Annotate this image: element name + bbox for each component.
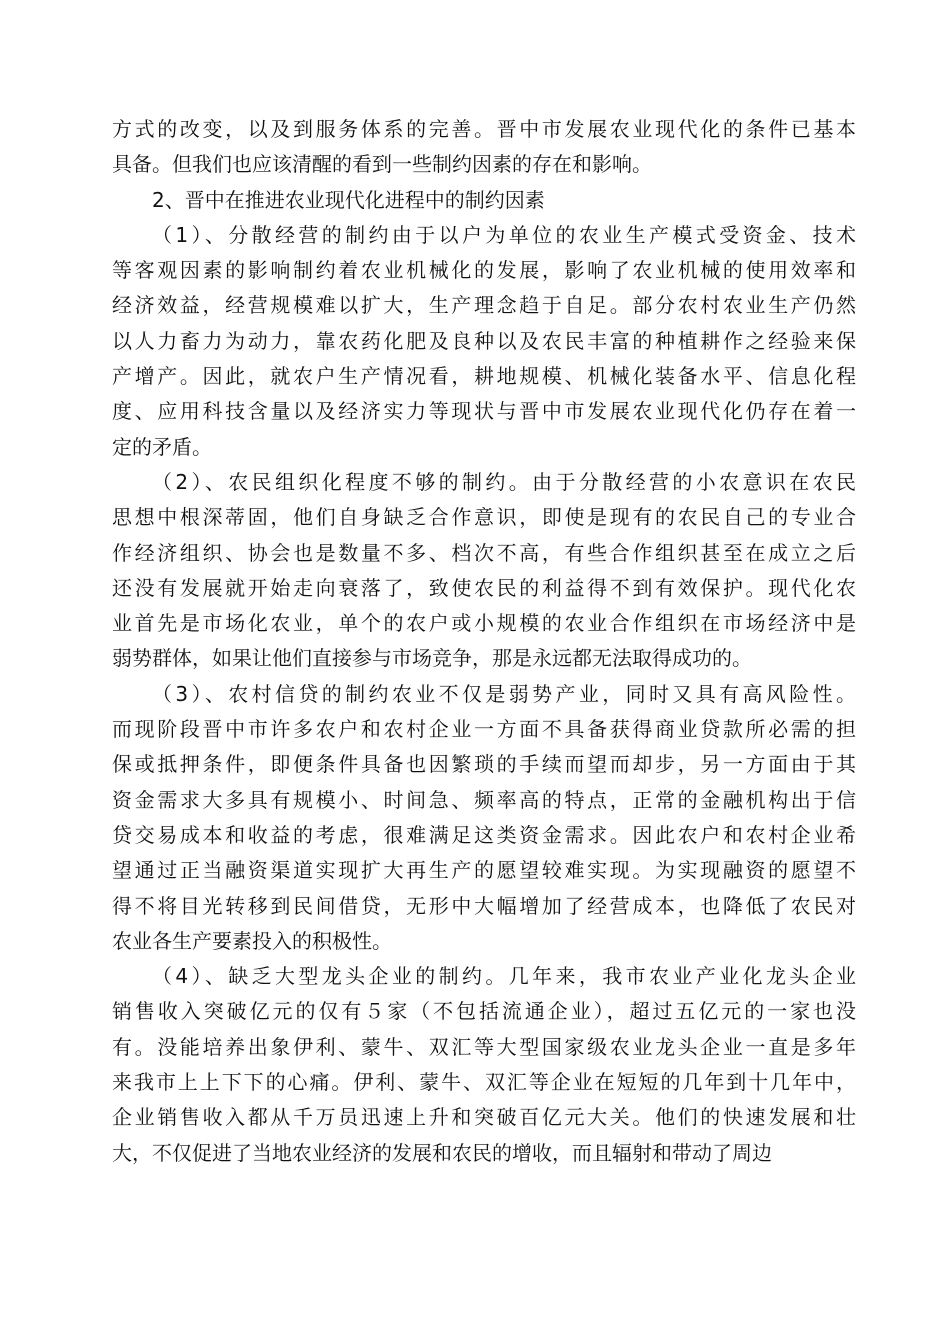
text-line: （2）、农民组织化程度不够的制约。由于分散经营的小农意识在农民 [152, 469, 856, 494]
text-line: 贷交易成本和收益的考虑，很难满足这类资金需求。因此农户和农村企业希 [112, 822, 856, 847]
paragraph [112, 112, 856, 183]
text-line: 弱势群体，如果让他们直接参与市场竞争，那是永远都无法取得成功的。 [112, 646, 752, 671]
text-line: 农业各生产要素投入的积极性。 [112, 928, 392, 953]
text-line: 以人力畜力为动力，靠农药化肥及良种以及农民丰富的种植耕作之经验来保 [112, 328, 856, 353]
text-line: （3）、农村信贷的制约农业不仅是弱势产业，同时又具有高风险性。 [152, 681, 856, 706]
paragraph [112, 218, 856, 465]
text-line: 销售收入突破亿元的仅有５家（不包括流通企业），超过五亿元的一家也没 [112, 999, 856, 1024]
text-line: 保或抵押条件，即便条件具备也因繁琐的手续而望而却步，另一方面由于其 [112, 752, 856, 777]
text-line: 望通过正当融资渠道实现扩大再生产的愿望较难实现。为实现融资的愿望不 [112, 858, 856, 883]
text-line: 方式的改变，以及到服务体系的完善。晋中市发展农业现代化的条件已基本 [112, 117, 856, 141]
text-line: 有。没能培养出象伊利、蒙牛、双汇等大型国家级农业龙头企业一直是多年 [112, 1034, 856, 1059]
section-heading [112, 183, 856, 218]
text-line: 等客观因素的影响制约着农业机械化的发展，影响了农业机械的使用效率和 [112, 258, 856, 283]
text-line: 来我市上上下下的心痛。伊利、蒙牛、双汇等企业在短短的几年到十几年中， [112, 1070, 856, 1095]
text-line: 定的矛盾。 [112, 434, 212, 459]
text-line: 作经济组织、协会也是数量不多、档次不高，有些合作组织甚至在成立之后 [112, 540, 856, 565]
text-line: 2、晋中在推进农业现代化进程中的制约因素 [152, 187, 545, 212]
text-line: （1）、分散经营的制约由于以户为单位的农业生产模式受资金、技术 [152, 222, 856, 247]
paragraph [112, 959, 856, 1171]
text-line: 经济效益，经营规模难以扩大，生产理念趋于自足。部分农村农业生产仍然 [112, 293, 856, 318]
text-line: 产增产。因此，就农户生产情况看，耕地规模、机械化装备水平、信息化程 [112, 364, 856, 389]
text-line: 思想中根深蒂固，他们自身缺乏合作意识，即使是现有的农民自己的专业合 [112, 505, 856, 530]
paragraph [112, 465, 856, 677]
text-line: 企业销售收入都从千万员迅速上升和突破百亿元大关。他们的快速发展和壮 [112, 1105, 856, 1130]
text-line: 还没有发展就开始走向衰落了，致使农民的利益得不到有效保护。现代化农 [112, 575, 856, 600]
text-line: 大，不仅促进了当地农业经济的发展和农民的增收，而且辐射和带动了周边 [112, 1140, 772, 1165]
text-line: 具备。但我们也应该清醒的看到一些制约因素的存在和影响。 [112, 152, 652, 177]
text-line: 度、应用科技含量以及经济实力等现状与晋中市发展农业现代化仍存在着一 [112, 399, 856, 424]
text-line: 而现阶段晋中市许多农户和农村企业一方面不具备获得商业贷款所必需的担 [112, 717, 856, 742]
text-line: （4）、缺乏大型龙头企业的制约。几年来，我市农业产业化龙头企业 [152, 964, 856, 989]
paragraph [112, 677, 856, 959]
text-line: 资金需求大多具有规模小、时间急、频率高的特点，正常的金融机构出于信 [112, 787, 856, 812]
document-body [112, 112, 856, 1171]
text-line: 业首先是市场化农业，单个的农户或小规模的农业合作组织在市场经济中是 [112, 611, 856, 636]
text-line: 得不将目光转移到民间借贷，无形中大幅增加了经营成本，也降低了农民对 [112, 893, 856, 918]
